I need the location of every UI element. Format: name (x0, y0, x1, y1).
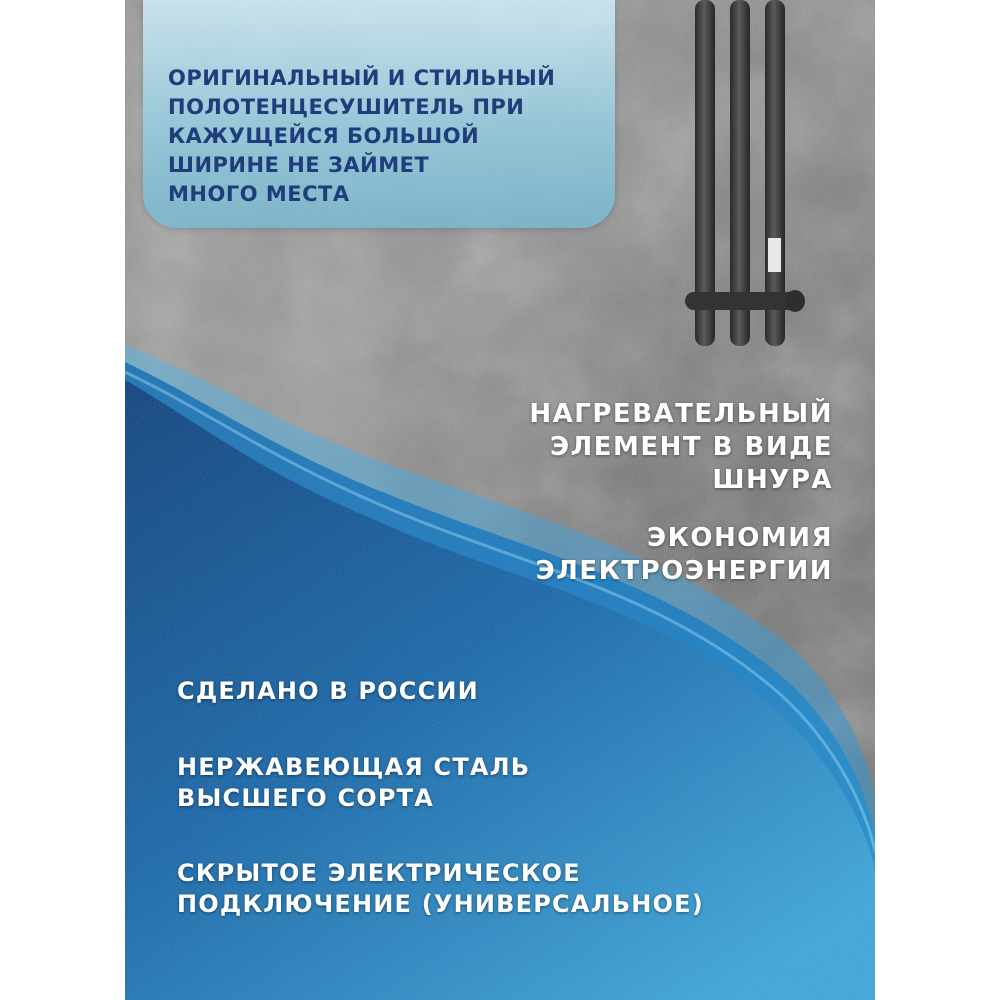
feature-made-in-russia: СДЕЛАНО В РОССИИ (177, 677, 479, 705)
feature-stainless-steel: НЕРЖАВЕЮЩАЯ СТАЛЬ ВЫСШЕГО СОРТА (177, 753, 531, 812)
callout-text: ОРИГИНАЛЬНЫЙ И СТИЛЬНЫЙ ПОЛОТЕНЦЕСУШИТЕЛЬ ПРИ КАЖУЩЕЙСЯ БОЛЬШОЙ ШИРИНЕ НЕ ЗАЙМЕТ МНОГО МЕСТА (168, 66, 556, 206)
product-card (125, 0, 875, 1000)
towel-rail-radiator-icon (685, 0, 805, 360)
feature-heating-element: НАГРЕВАТЕЛЬНЫЙ ЭЛЕМЕНТ В ВИДЕ ШНУРА (529, 399, 833, 495)
feature-energy-saving: ЭКОНОМИЯ ЭЛЕКТРОЭНЕРГИИ (535, 523, 833, 586)
feature-hidden-connection: СКРЫТОЕ ЭЛЕКТРИЧЕСКОЕ ПОДКЛЮЧЕНИЕ (УНИВЕРСАЛЬНОЕ) (177, 859, 704, 918)
